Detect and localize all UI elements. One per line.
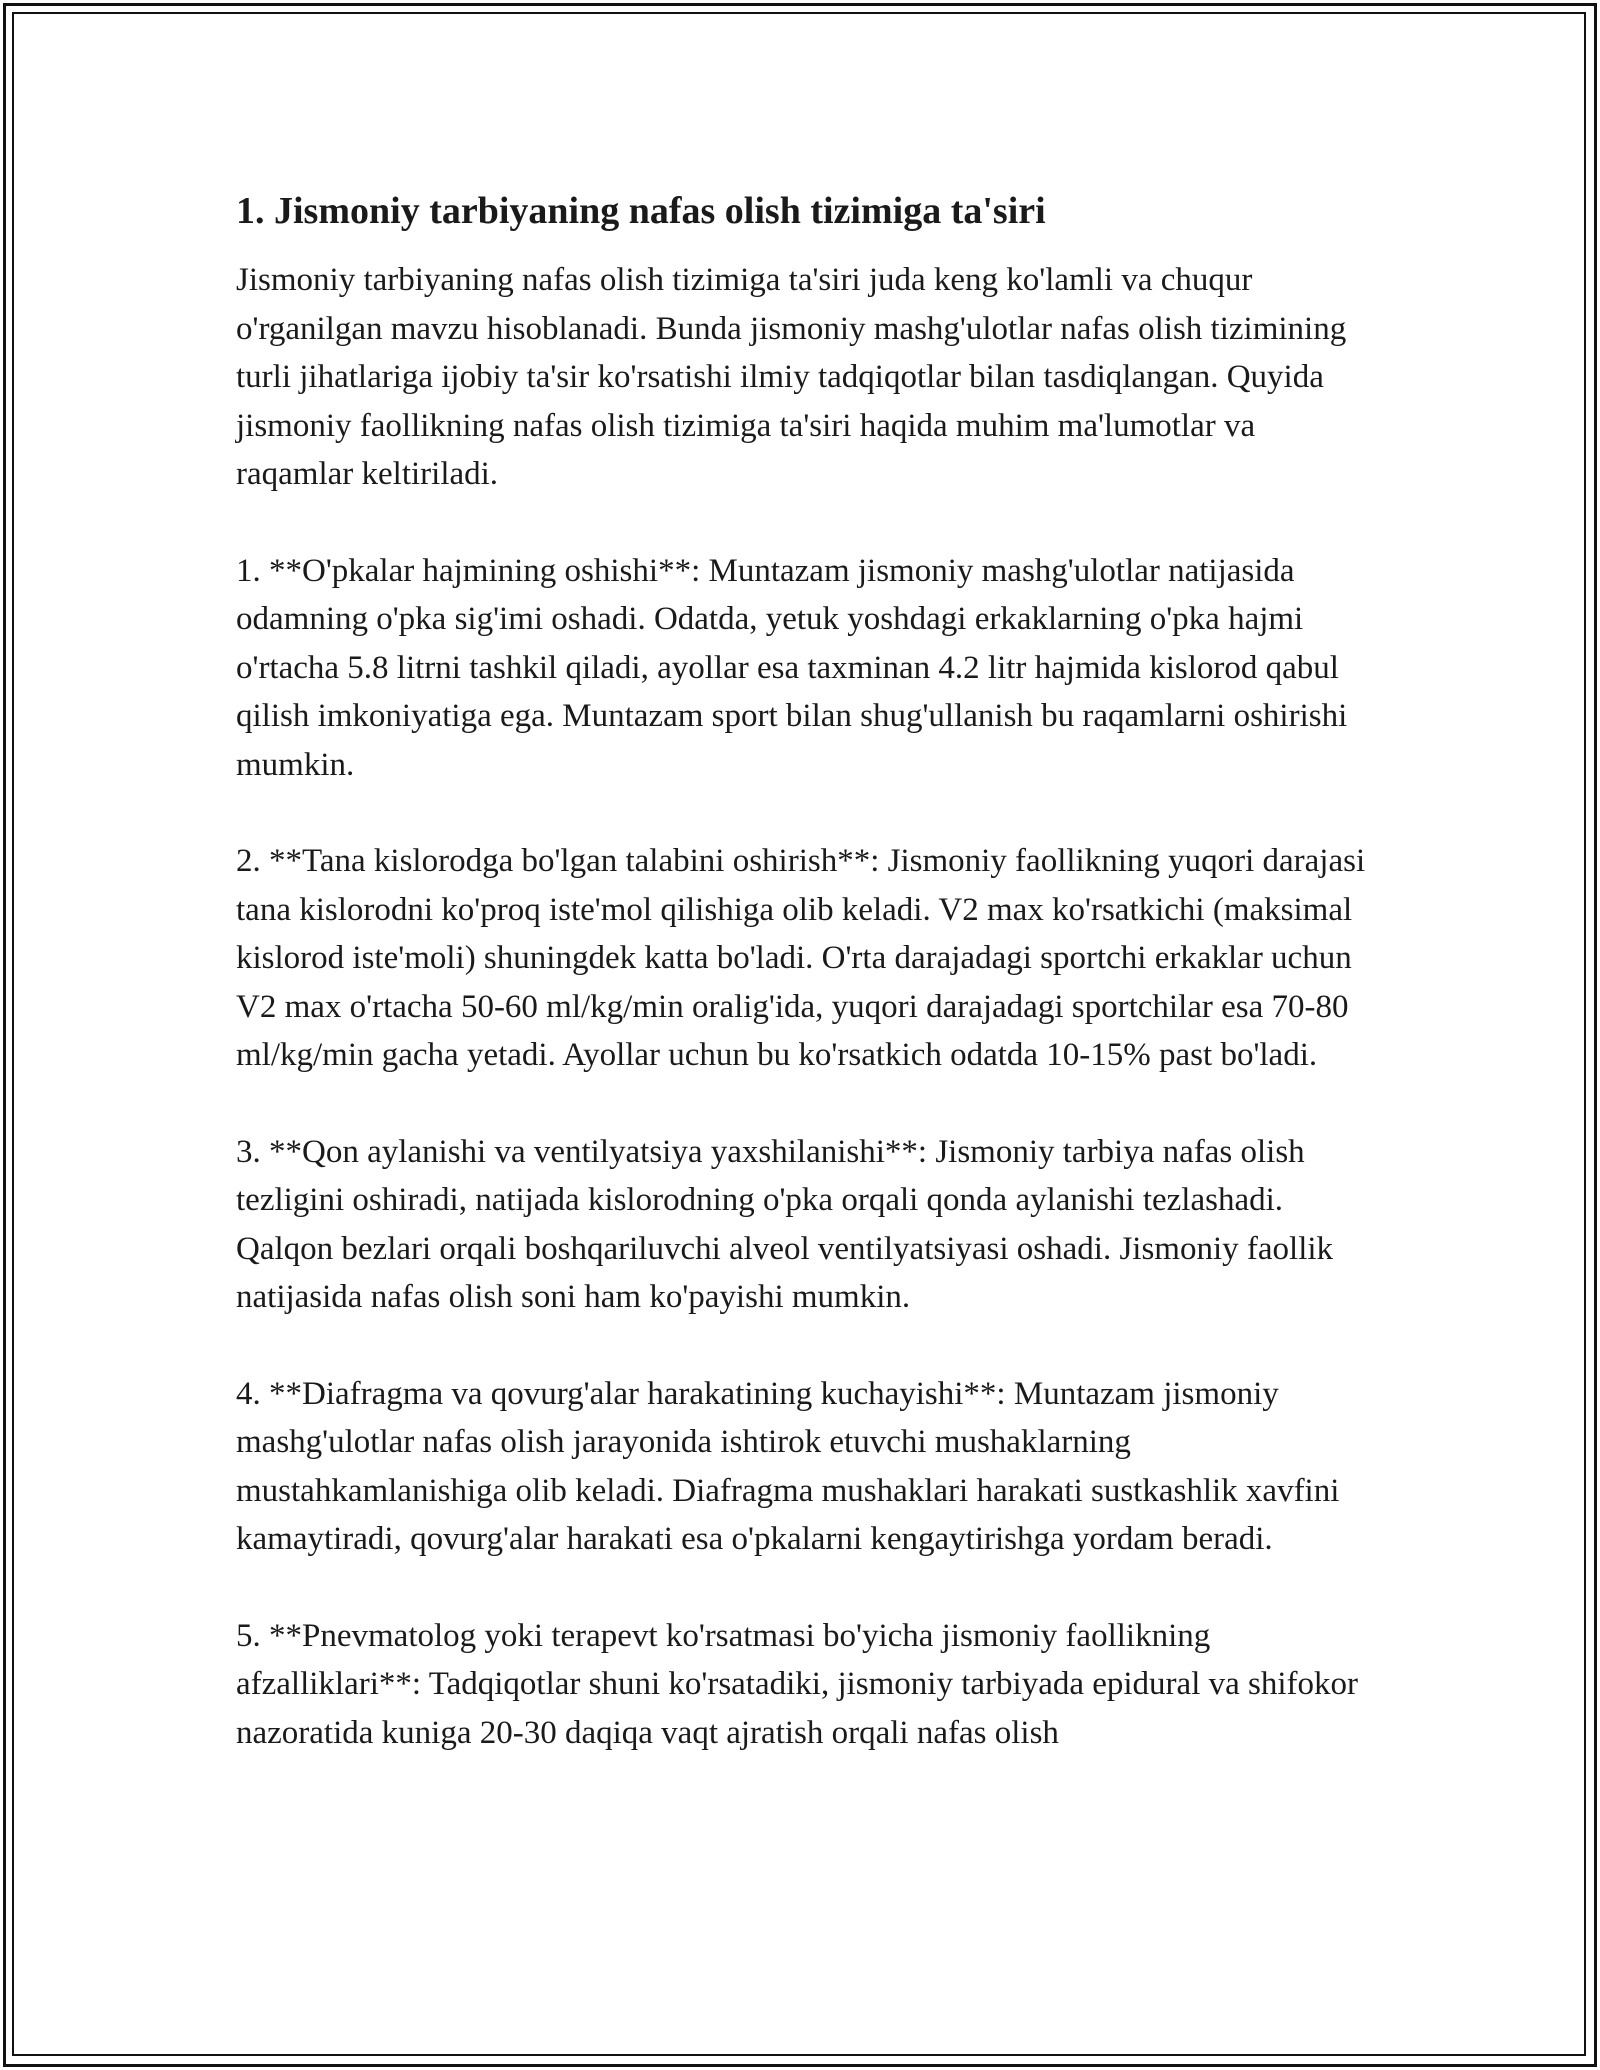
point-3-paragraph: 3. **Qon aylanishi va ventilyatsiya yaxshilanishi**: Jismoniy tarbiya nafas olish tezligini oshiradi, natijada kislorodning o'pka orqali qonda aylanishi tezlashadi. Qalqon bezlari orqali boshqariluvchi alveol ventilyatsiyasi oshadi. Jismoniy faollik natijasida nafas olish soni ham ko'payishi mumkin.	[236, 1133, 1334, 1315]
page-title: 1. Jismoniy tarbiyaning nafas olish tizimiga ta'siri	[236, 190, 1046, 232]
document-body	[236, 186, 1376, 1805]
point-1-paragraph: 1. **O'pkalar hajmining oshishi**: Muntazam jismoniy mashg'ulotlar natijasida odamning o'pka sig'imi oshadi. Odatda, yetuk yoshdagi erkaklarning o'pka hajmi o'rtacha 5.8 litrni tashkil qiladi, ayollar esa taxminan 4.2 litr hajmida kislorod qabul qilish imkoniyatiga ega. Muntazam sport bilan shug'ullanish bu raqamlarni oshirishi mumkin.	[236, 552, 1348, 783]
point-2-paragraph: 2. **Tana kislorodga bo'lgan talabini oshirish**: Jismoniy faollikning yuqori darajasi tana kislorodni ko'proq iste'mol qilishiga olib keladi. V2 max ko'rsatkichi (maksimal kislorod iste'moli) shuningdek katta bo'ladi. O'rta darajadagi sportchi erkaklar uchun V2 max o'rtacha 50-60 ml/kg/min oralig'ida, yuqori darajadagi sportchilar esa 70-80 ml/kg/min gacha yetadi. Ayollar uchun bu ko'rsatkich odatda 10-15% past bo'ladi.	[236, 843, 1366, 1073]
point-5-paragraph: 5. **Pnevmatolog yoki terapevt ko'rsatmasi bo'yicha jismoniy faollikning afzalliklari**: Tadqiqotlar shuni ko'rsatadiki, jismoniy tarbiyada epidural va shifokor nazoratida kuniga 20-30 daqiqa vaqt ajratish orqali nafas olish	[236, 1617, 1358, 1751]
point-4-paragraph: 4. **Diafragma va qovurg'alar harakatining kuchayishi**: Muntazam jismoniy mashg'ulotlar nafas olish jarayonida ishtirok etuvchi mushaklarning mustahkamlanishiga olib keladi. Diafragma mushaklari harakati sustkashlik xavfini kamaytiradi, qovurg'alar harakati esa o'pkalarni kengaytirishga yordam beradi.	[236, 1375, 1340, 1557]
intro-paragraph: Jismoniy tarbiyaning nafas olish tizimiga ta'siri juda keng ko'lamli va chuqur o'rganilgan mavzu hisoblanadi. Bunda jismoniy mashg'ulotlar nafas olish tizimining turli jihatlariga ijobiy ta'sir ko'rsatishi ilmiy tadqiqotlar bilan tasdiqlangan. Quyida jismoniy faollikning nafas olish tizimiga ta'siri haqida muhim ma'lumotlar va raqamlar keltiriladi.	[236, 262, 1347, 492]
